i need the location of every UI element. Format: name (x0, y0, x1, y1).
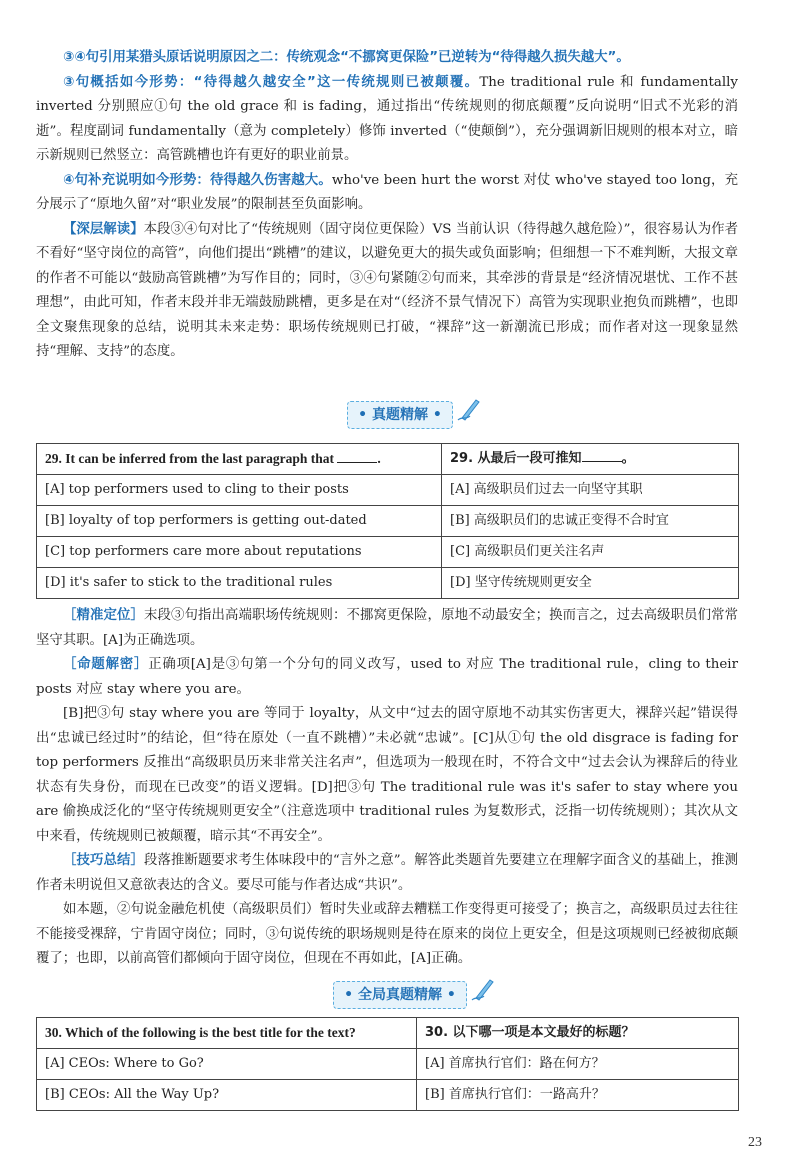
q29-stem-cn: 29. 从最后一段可推知 。 (442, 444, 739, 475)
table-row (37, 1080, 739, 1111)
decoding-paragraph: ［命题解密］正确项[A]是③句第一个分句的同义改写，used to 对应 The traditional rule，cling to their posts 对应 stay where you are。 (36, 657, 738, 697)
intro-line-1: ③④句引用某猎头原话说明原因之二：传统观念“不挪窝更保险”已逆转为“待得越久损失越大”。 (63, 50, 630, 65)
intro-section (36, 46, 738, 365)
intro-paragraph-2: ③句概括如今形势：“待得越久越安全”这一传统规则已被颠覆。The traditional rule 和 fundamentally inverted 分别照应①句 the old grace 和 is fading，通过指出“传统规则的彻底颠覆”反向说明“旧式不光彩的消逝”。程度副词 fundamentally（意为 completely）修饰 inverted（“使颠倒”），充分强调新旧规则的根本对立，暗示新规则已然竖立：高管跳槽也许有更好的职业前景。 (36, 74, 738, 163)
table-row (37, 1049, 739, 1080)
precise-location-paragraph: ［精准定位］末段③句指出高端职场传统规则：不挪窝更保险，原地不动最安全；换而言之，过去高级职员们常常坚守其职。[A]为正确选项。 (36, 608, 738, 648)
q29-option-d-cn: [D] 坚守传统规则更安全 (442, 568, 739, 599)
question-29-table (36, 443, 739, 599)
analysis-section (36, 604, 738, 972)
question-30-table (36, 1017, 739, 1111)
table-row (37, 475, 739, 506)
table-row (37, 568, 739, 599)
pen-icon (470, 976, 496, 1002)
section-banner-global (0, 980, 800, 1010)
q30-option-b-en: [B] CEOs: All the Way Up? (37, 1080, 417, 1111)
q29-option-a-cn: [A] 高级职员们过去一向坚守其职 (442, 475, 739, 506)
table-row (37, 444, 739, 475)
page-number: 23 (748, 1135, 762, 1150)
banner-label: • 全局真题精解 • (333, 981, 467, 1009)
deep-reading-paragraph: 【深层解读】本段③④句对比了“传统规则（固守岗位更保险）VS 当前认识（待得越久越危险）”，很容易认为作者不看好“坚守岗位的高管”，向他们提出“跳槽”的建议，以避免更大的损失或负面影响；但细想一下不难判断，大报文章的作者不可能以“鼓励高管跳槽”为写作目的；同时，③④句紧随②句而来，其牵涉的背景是“经济情况堪忧、工作不甚理想”，由此可知，作者末段并非无端鼓励跳槽，更多是在对“（经济不景气情况下）高管为实现职业抱负而跳槽”，也即全文聚焦现象的总结，说明其未来走势：职场传统规则已打破，“裸辞”这一新潮流已形成；而作者对这一现象显然持“理解、支持”的态度。 (36, 221, 739, 359)
intro-paragraph-3: ④句补充说明如今形势：待得越久伤害越大。who've been hurt the worst 对仗 who've stayed too long，充分展示了“原地久留”对“职业发展”的限制甚至负面影响。 (36, 172, 738, 212)
table-row (37, 537, 739, 568)
q29-option-b-en: [B] loyalty of top performers is getting out-dated (37, 506, 442, 537)
q30-stem-cn: 30. 以下哪一项是本文最好的标题？ (417, 1018, 739, 1049)
q29-option-c-cn: [C] 高级职员们更关注名声 (442, 537, 739, 568)
q29-option-b-cn: [B] 高级职员们的忠诚正变得不合时宜 (442, 506, 739, 537)
q30-option-a-cn: [A] 首席执行官们：路在何方？ (417, 1049, 739, 1080)
q29-stem-en: 29. It can be inferred from the last paragraph that . (37, 444, 442, 475)
section-banner-real-exam (0, 400, 800, 430)
answer-blank (337, 450, 377, 463)
wrong-options-paragraph: [B]把③句 stay where you are 等同于 loyalty，从文中“过去的固守原地不动其实伤害更大，裸辞兴起”错误得出“忠诚已经过时”的结论，但“待在原处（一直不跳槽）”未必就“忠诚”。[C]从①句 the old disgrace is fading for top performers 反推出“高级职员历来非常关注名声”，但选项为一般现在时，不符合文中“过去会认为裸辞后的待业状态有失身份，而现在已改变”的语义逻辑。[D]把③句 The traditional rule was it's safer to stay where you are 偷换成泛化的“坚守传统规则更安全”（注意选项中 traditional rules 为复数形式，泛指一切传统规则）；其次从文中来看，传统规则已被颠覆，暗示其“不再安全”。 (36, 706, 738, 844)
example-paragraph: 如本题，②句说金融危机使（高级职员们）暂时失业或辞去糟糕工作变得更可接受了；换言之，高级职员过去往往不能接受裸辞，宁肯固守岗位；同时，③句说传统的职场规则是待在原来的岗位上更安全，但是这项规则已经被彻底颠覆了；也即，以前高管们都倾向于固守岗位，但现在不再如此，[A]正确。 (36, 902, 738, 966)
table-row (37, 1018, 739, 1049)
banner-label: • 真题精解 • (347, 401, 453, 429)
technique-summary-paragraph: ［技巧总结］段落推断题要求考生体味段中的“言外之意”。解答此类题首先要建立在理解字面含义的基础上，推测作者未明说但又意欲表达的含义。要尽可能与作者达成“共识”。 (36, 853, 738, 893)
q30-option-b-cn: [B] 首席执行官们：一路高升？ (417, 1080, 739, 1111)
q29-option-a-en: [A] top performers used to cling to their posts (37, 475, 442, 506)
q30-option-a-en: [A] CEOs: Where to Go? (37, 1049, 417, 1080)
q29-option-d-en: [D] it's safer to stick to the traditional rules (37, 568, 442, 599)
pen-icon (456, 396, 482, 422)
q30-stem-en: 30. Which of the following is the best title for the text? (37, 1018, 417, 1049)
table-row (37, 506, 739, 537)
answer-blank (582, 449, 622, 462)
q29-option-c-en: [C] top performers care more about reputations (37, 537, 442, 568)
